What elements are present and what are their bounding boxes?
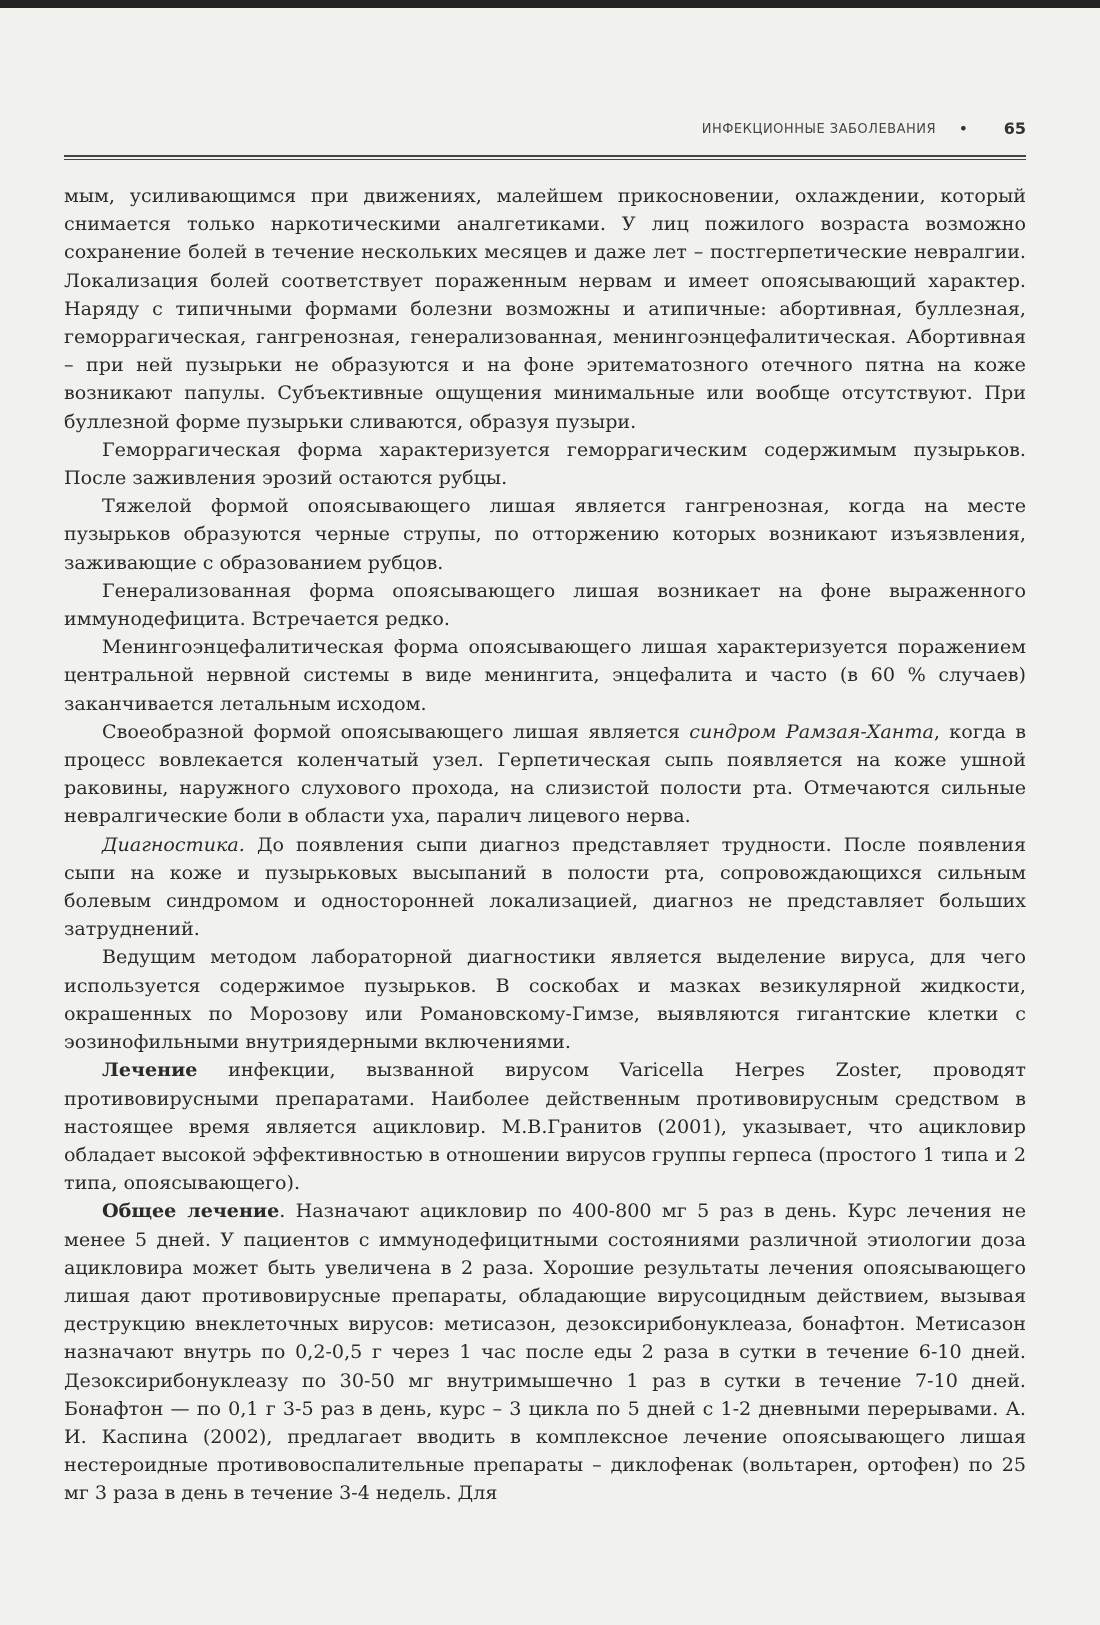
header-bullet: • [958,119,968,138]
paragraph-gangrenous-form: Тяжелой формой опоясывающего лишая является гангренозная, когда на месте пузырьков образуются черные струпы, по отторжению которых возникают изъязвления, заживающие с образованием рубцов. [64,494,1026,574]
header-rule-thin [64,159,1026,160]
paragraph-treatment [64,1056,1026,1197]
text-run: До появления сыпи диагноз представляет трудности. После появления сыпи на коже и пузырьковых высыпаний в полости рта, сопровождающихся сильным болевым синдромом и односторонней локализацией, диагноз не представляет больших затруднений. [64,832,1026,941]
scan-top-edge [0,0,1100,8]
paragraph-ramsay-hunt [64,718,1026,831]
paragraph-diagnostics [64,831,1026,944]
text-run: , когда в процесс вовлекается коленчатый узел. Герпетическая сыпь появляется на коже ушной раковины, наружного слухового прохода, на слизистой полости рта. Отмечаются сильные невралгические боли в области уха, паралич лицевого нерва. [64,719,1026,828]
page-header [64,118,1026,144]
bold-heading: Общее лечение [102,1199,280,1223]
body-text [64,182,1026,1508]
page-number: 65 [1003,119,1026,138]
header-rule-thick [64,155,1026,157]
paragraph-meningoencephalitic-form: Менингоэнцефалитическая форма опоясывающего лишая характеризуется поражением центральной нервной системы в виде менингита, энцефалита и часто (в 60 % случаев) заканчивается летальным исходом. [64,635,1026,715]
paragraph-continuation: мым, усиливающимся при движениях, малейшем прикосновении, охлаждении, который снимается только наркотическими аналгетиками. У лиц пожилого возраста возможно сохранение болей в течение нескольких месяцев и даже лет – постгерпетические невралгии. Локализация болей соответствует пораженным нервам и имеет опоясывающий характер. Наряду с типичными формами болезни возможны и атипичные: абортивная, буллезная, геморрагическая, гангренозная, генерализованная, менингоэнцефалитическая. Абортивная – при ней пузырьки не образуются и на фоне эритематозного отечного пятна на коже возникают папулы. Субъективные ощущения минимальные или вообще отсутствуют. При буллезной форме пузырьки сливаются, образуя пузыри. [64,184,1026,433]
text-run: . Назначают ацикловир по 400-800 мг 5 раз в день. Курс лечения не менее 5 дней. У пациентов с иммунодефицитными состояниями различной этиологии доза ацикловира может быть увеличена в 2 раза. Хорошие результаты лечения опоясывающего лишая дают противовирусные препараты, обладающие вирусоцидным действием, вызывая деструкцию внеклеточных вирусов: метисазон, дезоксирибонуклеаза, бонафтон. Метисазон назначают внутрь по 0,2-0,5 г через 1 час после еды 2 раза в сутки в течение 6-10 дней. Дезоксирибонуклеазу по 30-50 мг внутримышечно 1 раз в сутки в течение 7-10 дней. Бонафтон — по 0,1 г 3-5 раз в день, курс – 3 цикла по 5 дней с 1-2 дневными перерывами. А. И. Каспина (2002), предлагает вводить в комплексное лечение опоясывающего лишая нестероидные противовоспалительные препараты – диклофенак (вольтарен, ортофен) по 25 мг 3 раза в день в течение 3-4 недель. Для [64,1199,1026,1505]
paragraph-general-treatment [64,1197,1026,1507]
bold-heading: Лечение [102,1058,198,1082]
paragraph-lab-diagnostics: Ведущим методом лабораторной диагностики является выделение вируса, для чего используется содержимое пузырьков. В соскобах и мазках везикулярной жидкости, окрашенных по Морозову или Романовскому-Гимзе, выявляются гигантские клетки с эозинофильными внутриядерными включениями. [64,945,1026,1054]
running-head: ИНФЕКЦИОННЫЕ ЗАБОЛЕВАНИЯ [701,122,936,137]
paragraph-generalized-form: Генерализованная форма опоясывающего лишая возникает на фоне выраженного иммунодефицита. Встречается редко. [64,578,1026,631]
text-run: инфекции, вызванной вирусом Varicella Herpes Zoster, проводят противовирусными препаратами. Наиболее действенным противовирусным средством в настоящее время является ацикловир. М.В.Гранитов (2001), указывает, что ацикловир обладает высокой эффективностью в отношении вирусов группы герпеса (простого 1 типа и 2 типа, опоясывающего). [64,1058,1026,1195]
paragraph-hemorrhagic-form: Геморрагическая форма характеризуется геморрагическим содержимым пузырьков. После заживления эрозий остаются рубцы. [64,437,1026,490]
italic-term: синдром Рамзая-Ханта [689,719,934,743]
text-run: Своеобразной формой опоясывающего лишая является [102,719,690,743]
italic-heading: Диагностика. [102,832,245,856]
